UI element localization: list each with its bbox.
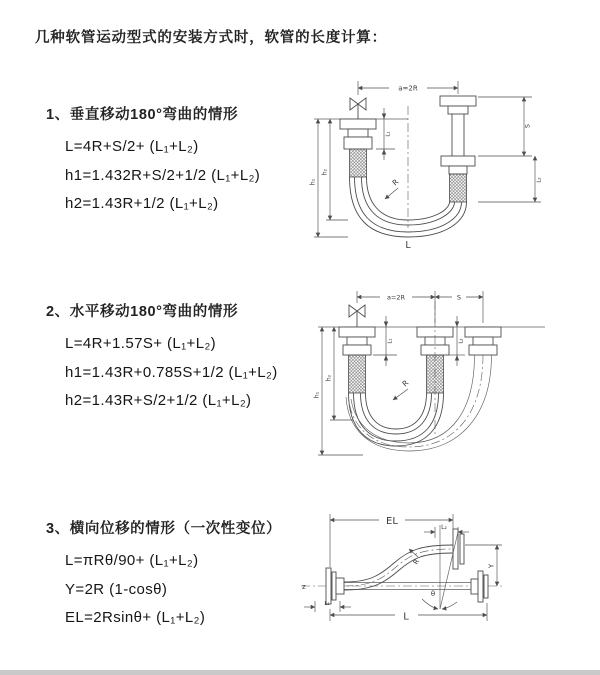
d1-left-fitting bbox=[340, 119, 376, 177]
page-title: 几种软管运动型式的安装方式时，软管的长度计算： bbox=[35, 30, 387, 46]
valve-icon bbox=[349, 305, 365, 327]
d1-dim-l1 bbox=[376, 108, 395, 160]
d2-r-label: R bbox=[400, 378, 411, 389]
d1-dim-l2 bbox=[478, 156, 543, 202]
d2-h2-label: h₂ bbox=[325, 374, 333, 382]
page-bottom-edge bbox=[0, 670, 600, 675]
d1-dim-h2 bbox=[322, 119, 349, 220]
d2-left-braided-hose bbox=[349, 355, 366, 393]
d1-dim-a2r bbox=[358, 81, 458, 95]
d1-dim-s bbox=[478, 97, 532, 156]
d1-right-fitting bbox=[440, 96, 476, 202]
d2-dim-a2r bbox=[357, 291, 435, 323]
section-3 bbox=[46, 517, 281, 633]
d3-l2-label: L₂ bbox=[441, 524, 447, 531]
d1-radius-leader bbox=[385, 177, 400, 199]
d2-dim-l2 bbox=[449, 316, 465, 366]
section-3-heading: 3、横向位移的情形（一次性变位） bbox=[46, 521, 282, 537]
d1-h1-label: h₁ bbox=[309, 178, 317, 186]
section-1-formula-h2: h2=1.43R+1/2 (L₁+L₂) bbox=[65, 195, 219, 212]
d3-right-flange-displaced bbox=[453, 529, 464, 569]
d3-dim-el bbox=[330, 514, 453, 567]
d1-right-braided-hose bbox=[450, 174, 467, 202]
d2-l2-label: L₂ bbox=[458, 338, 465, 344]
section-2 bbox=[46, 300, 278, 416]
d2-left-fitting bbox=[339, 327, 375, 393]
d3-centerline-mark: z bbox=[302, 583, 306, 591]
d3-displaced-hose bbox=[344, 545, 453, 590]
d1-s-label: S bbox=[523, 123, 532, 129]
d2-dim-l1 bbox=[373, 316, 397, 366]
section-2-heading: 2、水平移动180°弯曲的情形 bbox=[46, 304, 239, 320]
d3-y-label: Y bbox=[487, 563, 496, 569]
d3-left-flange bbox=[326, 568, 344, 604]
section-1 bbox=[46, 103, 260, 219]
section-1-formula-h1: h1=1.432R+S/2+1/2 (L₁+L₂) bbox=[65, 166, 261, 184]
d2-radius-leader bbox=[393, 378, 410, 400]
section-3-formula-L: L=πRθ/90+ (L₁+L₂) bbox=[65, 552, 199, 569]
d1-a2r-label: a=2R bbox=[398, 84, 418, 93]
d2-s-label: S bbox=[456, 293, 462, 302]
d1-r-label: R bbox=[390, 177, 401, 188]
d3-length-label: L bbox=[403, 611, 409, 623]
section-1-formula-L: L=4R+S/2+ (L₁+L₂) bbox=[65, 138, 199, 155]
d2-u-bend-hose bbox=[349, 393, 444, 446]
section-2-formula-h2: h2=1.43R+S/2+1/2 (L₁+L₂) bbox=[65, 392, 252, 409]
diagram-lateral-displacement bbox=[295, 505, 565, 653]
diagram-horizontal-180-bend bbox=[305, 283, 560, 470]
d3-dim-l bbox=[330, 603, 487, 623]
d1-length-label: L bbox=[405, 240, 411, 251]
d3-right-flange-original bbox=[471, 571, 488, 602]
d3-theta-label: θ bbox=[430, 590, 436, 598]
d2-u-bend-hose-moved bbox=[346, 355, 492, 451]
d3-dim-y bbox=[465, 545, 502, 586]
d1-l2-label: L₂ bbox=[536, 177, 543, 183]
d1-l1-label: L₁ bbox=[385, 131, 392, 137]
d2-l1-label: L₁ bbox=[387, 338, 394, 344]
d1-dim-h1 bbox=[310, 119, 349, 237]
d3-dim-l1 bbox=[304, 601, 351, 612]
d2-h1-label: h₁ bbox=[313, 391, 321, 399]
d1-h2-label: h₂ bbox=[321, 168, 329, 176]
section-1-heading: 1、垂直移动180°弯曲的情形 bbox=[46, 107, 239, 123]
valve-icon bbox=[350, 98, 366, 119]
d3-l1-label: L₁ bbox=[324, 601, 330, 607]
section-3-formula-Y: Y=2R (1-cosθ) bbox=[65, 580, 168, 598]
section-3-formula-EL: EL=2Rsinθ+ (L₁+L₂) bbox=[65, 609, 206, 626]
section-2-formula-L: L=4R+1.57S+ (L₁+L₂) bbox=[65, 335, 217, 352]
d3-el-label: EL bbox=[386, 515, 398, 527]
d2-a2r-label: a=2R bbox=[386, 293, 406, 302]
d1-left-braided-hose bbox=[350, 149, 367, 177]
d2-dim-s bbox=[435, 291, 483, 323]
d3-r-label: R bbox=[411, 557, 422, 566]
diagram-vertical-180-bend bbox=[300, 60, 552, 252]
section-2-formula-h1: h1=1.43R+0.785S+1/2 (L₁+L₂) bbox=[65, 363, 278, 381]
d2-right-fitting-moved bbox=[465, 327, 501, 355]
